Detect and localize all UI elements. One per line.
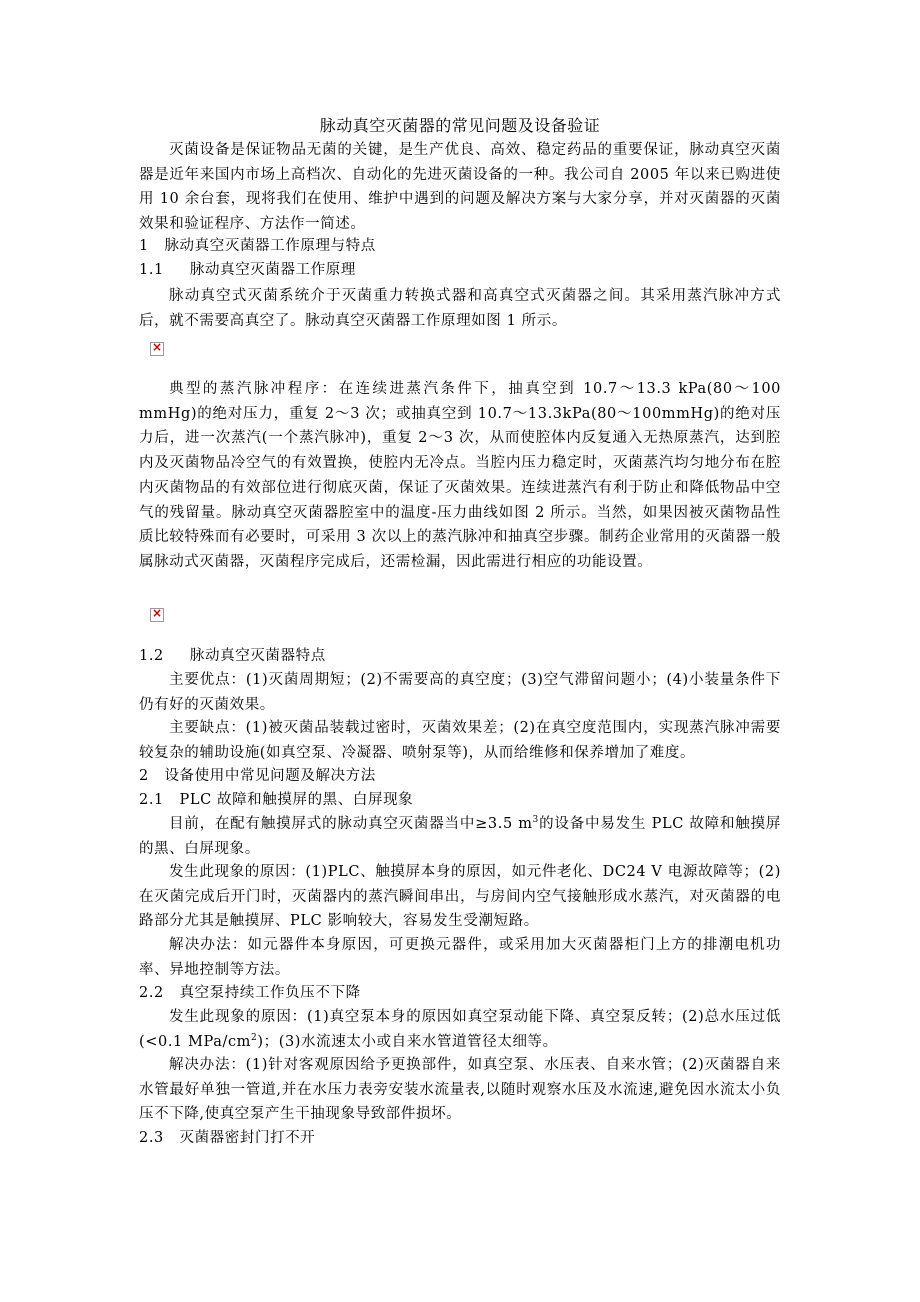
vacuum-cause-paragraph: 发生此现象的原因：(1)真空泵本身的原因如真空泵动能下降、真空泵反转；(2)总水压过低 (<0.1 MPa/$cm^2$)；(3)水流速太小或自来水管道管径太细等。 xyxy=(139,1009,781,1050)
pulse-program-paragraph: 典型的蒸汽脉冲程序：在连续进蒸汽条件下，抽真空到 10.7～13.3 kPa(80～100 mmHg)的绝对压力，重复 2～3 次；或抽真空到 10.7～13.3kPa(80～100mmHg)的绝对压力后，进一次蒸汽(一个蒸汽脉冲)，重复 2～3 次，从而使腔体内反复通入无热原蒸汽，达到腔内及灭菌物品冷空气的有效置换，使腔内无冷点。当腔内压力稳定时，灭菌蒸汽均匀地分布在腔内灭菌物品的有效部位进行彻底灭菌，保证了灭菌效果。连续进蒸汽有利于防止和降低物品中空气的残留量。脉动真空灭菌器腔室中的温度-压力曲线如图 2 所示。当然，如果因被灭菌物品性质比较特殊而有必要时，可采用 3 次以上的蒸汽脉冲和抽真空步骤。制药企业常用的灭菌器一般属脉动式灭菌器，灭菌程序完成后，还需检漏，因此需进行相应的功能设置。 xyxy=(139,381,781,570)
broken-image-icon: × xyxy=(151,340,163,354)
section-2-1-heading: 2.1 PLC 故障和触摸屏的黑、白屏现象 xyxy=(139,792,414,808)
broken-image-icon: × xyxy=(151,606,163,620)
advantages-paragraph: 主要优点：(1)灭菌周期短；(2)不需要高的真空度；(3)空气滞留问题小；(4)小装量条件下仍有好的灭菌效果。 xyxy=(139,672,781,713)
section-1-heading: 1 脉动真空灭菌器工作原理与特点 xyxy=(139,238,376,254)
section-2-2-heading: 2.2 真空泵持续工作负压不下降 xyxy=(139,985,361,1001)
intro-paragraph: 灭菌设备是保证物品无菌的关键，是生产优良、高效、稳定药品的重要保证，脉动真空灭菌器是近年来国内市场上高档次、自动化的先进灭菌设备的一种。我公司自 2005 年以来已购进使用 10 余台套，现将我们在使用、维护中遇到的问题及解决方案与大家分享，并对灭菌器的灭菌效果和验证程序、方法作一简述。 xyxy=(139,142,781,233)
plc-fix-paragraph: 解决办法：如元器件本身原因，可更换元器件，或采用加大灭菌器柜门上方的排潮电机功率、异地控制等方法。 xyxy=(139,937,781,978)
plc-cause-paragraph: 发生此现象的原因：(1)PLC、触摸屏本身的原因，如元件老化、DC24 V 电源故障等；(2)在灭菌完成后开门时，灭菌器内的蒸汽瞬间串出，与房间内空气接触形成水蒸汽，对灭菌器的电路部分尤其是触摸屏、PLC 影响较大，容易发生受潮短路。 xyxy=(139,864,781,930)
plc-intro-paragraph: 目前，在配有触摸屏式的脉动真空灭菌器当中≥3.5 $m^3$的设备中易发生 PLC 故障和触摸屏的黑、白屏现象。 xyxy=(139,815,781,857)
document-title: 脉动真空灭菌器的常见问题及设备验证 xyxy=(319,116,601,135)
section-2-3-heading: 2.3 灭菌器密封门打不开 xyxy=(139,1130,316,1146)
section-1-2-heading: 1.2 脉动真空灭菌器特点 xyxy=(139,648,326,664)
vacuum-fix-paragraph: 解决办法：(1)针对客观原因给予更换部件，如真空泵、水压表、自来水管；(2)灭菌器自来水管最好单独一管道,并在水压力表旁安装水流量表,以随时观察水压及水流速,避免因水流太小负压不下降,使真空泵产生干抽现象导致部件损坏。 xyxy=(139,1057,781,1123)
section-1-1-heading: 1.1 脉动真空灭菌器工作原理 xyxy=(139,262,357,278)
disadvantages-paragraph: 主要缺点：(1)被灭菌品装载过密时，灭菌效果差；(2)在真空度范围内，实现蒸汽脉冲需要较复杂的辅助设施(如真空泵、冷凝器、喷射泵等)，从而给维修和保养增加了难度。 xyxy=(139,720,781,761)
section-2-heading: 2 设备使用中常见问题及解决方法 xyxy=(139,768,376,784)
principle-paragraph: 脉动真空式灭菌系统介于灭菌重力转换式器和高真空式灭菌器之间。其采用蒸汽脉冲方式后，就不需要高真空了。脉动真空灭菌器工作原理如图 1 所示。 xyxy=(139,288,781,329)
